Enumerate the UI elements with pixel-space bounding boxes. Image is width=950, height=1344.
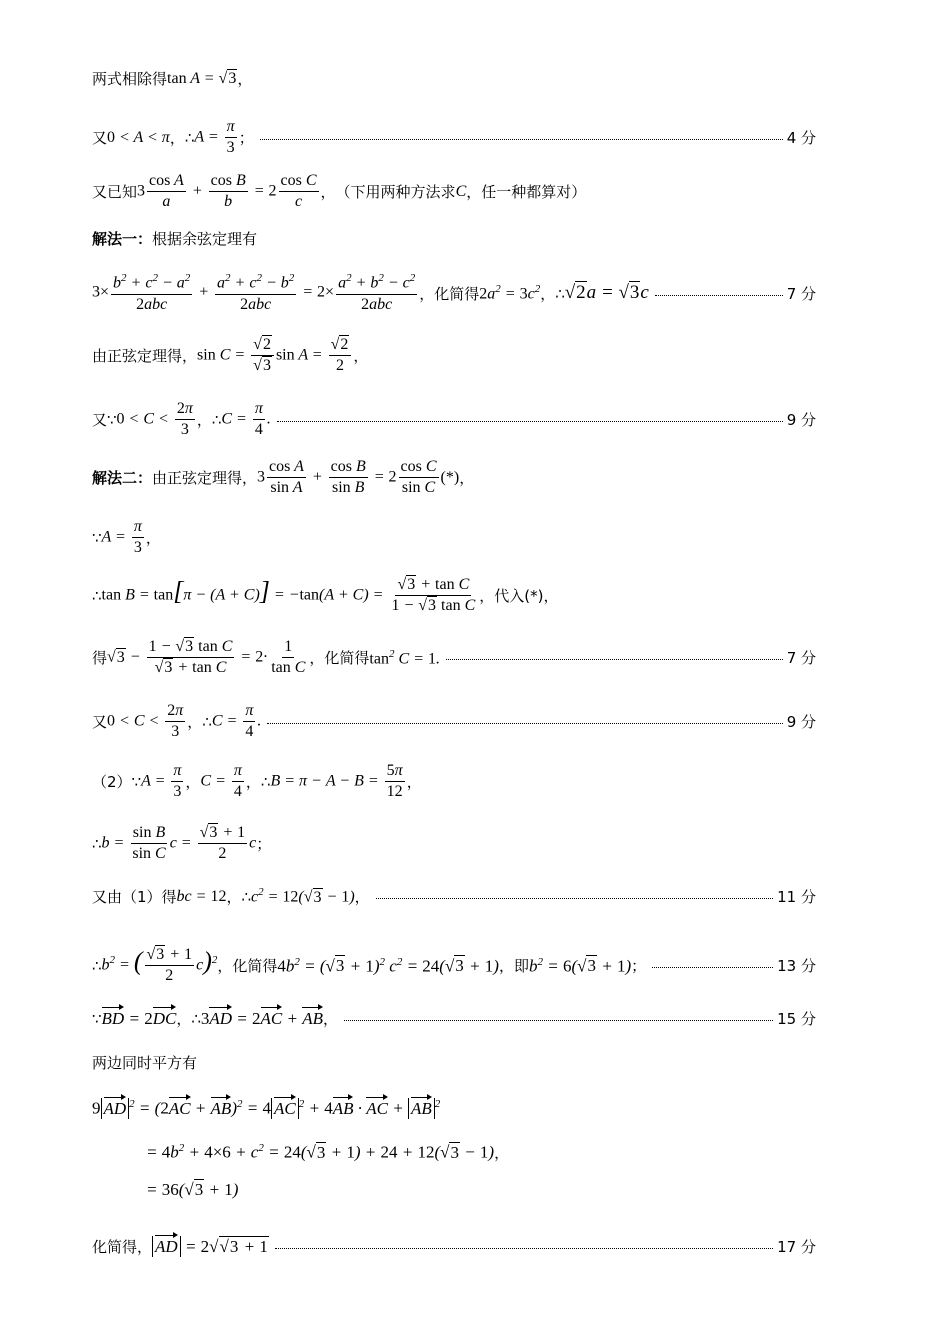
text: ∴	[92, 956, 102, 975]
text: ∴	[92, 834, 102, 853]
text: ，	[145, 529, 161, 548]
line-20	[146, 1142, 816, 1163]
text: ，化简得	[217, 957, 278, 976]
score-label: 9 分	[786, 713, 816, 732]
line-21	[146, 1180, 816, 1200]
text: ∴	[92, 586, 102, 605]
dot-leader	[275, 1248, 773, 1249]
score-label: 9 分	[786, 411, 816, 430]
formula: $b^2$ = ( $\frac{√3 + 1}{2}$ c)$^2$	[101, 946, 218, 985]
method-heading: 解法二：	[92, 469, 153, 488]
text: 得	[92, 649, 108, 668]
formula: C = $\frac{\pi}{4}$	[200, 762, 242, 801]
text: ∵	[92, 528, 102, 547]
text: （2）∵	[92, 773, 142, 792]
formula: bc = 12	[176, 887, 227, 905]
formula: B = π − A − B = $\frac{5\pi}{12}$	[270, 762, 403, 801]
text: ；	[256, 835, 272, 854]
text: ，	[459, 469, 475, 488]
text: ，∴	[187, 713, 212, 732]
line-17	[92, 1008, 816, 1029]
line-4	[92, 228, 816, 249]
formula: $c^2 = 12(√3 - 1)$	[251, 886, 355, 906]
formula: = 36(√3 + 1)	[146, 1180, 239, 1199]
formula: tan B = tan[π − (A + C)] = −tan(A + C) = $\frac{\text{√3 + tan C}}{\text{1 − √3 tan C}}$	[101, 576, 476, 615]
dot-leader	[260, 139, 783, 140]
text: ，∴	[540, 284, 565, 303]
text: ，	[406, 773, 422, 792]
text: ，	[320, 183, 336, 202]
line-19	[92, 1098, 816, 1119]
line-6	[92, 336, 816, 376]
line-18	[92, 1052, 816, 1073]
formula: 0 < C < $\frac{2\pi}{3}$	[107, 702, 184, 741]
text: ，∴	[226, 888, 251, 906]
text: 根据余弦定理有	[152, 230, 258, 248]
formula: C = $\frac{\pi}{4}$ .	[221, 400, 271, 439]
formula: 3AD = 2AC + AB	[200, 1008, 324, 1028]
score-label: 4 分	[786, 129, 816, 148]
score-label: 15 分	[777, 1010, 816, 1028]
formula: A = $\frac{\pi}{3}$	[194, 118, 235, 157]
formula: 0 < A < π	[107, 128, 170, 146]
text: ，化简得	[419, 284, 480, 303]
dot-leader	[376, 898, 773, 899]
equation-tag: (*)	[440, 468, 460, 486]
line-1	[92, 68, 816, 89]
text: 又	[92, 713, 108, 732]
text: ，	[185, 773, 201, 792]
formula: 3 $\frac{\text{cos A}}{\text{sin A}}$ + $\frac{\text{cos B}}{\text{sin B}}$ = 2 $\frac{\text{cos C}}{\text{sin C}}$	[257, 458, 437, 497]
text: ，代入(*)，	[479, 587, 559, 606]
text: 又已知	[92, 183, 138, 202]
text: 化简得，	[92, 1238, 153, 1256]
formula: C = $\frac{\pi}{4}$ .	[211, 702, 262, 741]
formula: 0 < C < $\frac{2\pi}{3}$	[116, 400, 193, 439]
text: 又	[92, 129, 108, 148]
line-14	[92, 824, 816, 864]
line-11	[92, 638, 816, 678]
text: 又∵	[92, 411, 117, 430]
dot-leader	[277, 421, 783, 422]
text: ，	[354, 888, 370, 906]
dot-leader	[652, 967, 773, 968]
line-10	[92, 576, 816, 616]
line-15	[92, 886, 816, 907]
text: 又由（1）得	[92, 888, 177, 906]
text: ，即	[498, 957, 529, 976]
formula: BD = 2DC	[101, 1008, 177, 1028]
line-2: 又 0 < A < π ， ∴ A = $\frac{\pi}{3}$ ； 4 分	[92, 118, 816, 157]
dot-leader	[446, 659, 783, 660]
text: ，∴	[245, 773, 271, 792]
line-8	[92, 458, 816, 498]
formula: √3 − $\frac{\text{1 − √3 tan C}}{\text{√3 + tan C}}$ = 2· $\frac{1}{\text{tan C}}$	[107, 638, 306, 677]
formula: $\tan^2 C = 1$.	[369, 647, 440, 668]
line-3: 又已知 3 $\frac{\text{cos A}}{a}$ + $\frac{\text{cos B}}{b}$ = 2 $\frac{\text{cos C}}{c}$ ， （下用两种方法求 C ，任一种都算对）	[92, 172, 587, 211]
dot-leader	[267, 723, 782, 724]
formula: √2a = √3c	[564, 282, 649, 304]
line-16	[92, 946, 816, 986]
formula: 3 $\frac{\text{cos A}}{a}$ + $\frac{\text{cos B}}{b}$ = 2 $\frac{\text{cos C}}{c}$	[137, 172, 317, 211]
text: 由正弦定理得，	[152, 469, 258, 488]
text: ∵	[92, 1009, 102, 1028]
formula: 9 AD $^2$ = (2AC + AB)$^2$ = 4 AC $^2$ + 4AB · AC + AB $^2$	[92, 1098, 441, 1118]
line-5	[92, 272, 816, 314]
line-12	[92, 702, 816, 742]
text: ，∴	[196, 411, 222, 430]
line-13	[92, 762, 816, 802]
line-7	[92, 400, 816, 440]
formula: $4b^2 = (√3 + 1)^2$ $c^2 = 24(√3 + 1)$	[277, 955, 499, 976]
formula: sin C = $\frac{√2}{√3}$ sin A = $\frac{√2}{2}$	[197, 336, 353, 376]
score-label: 7 分	[786, 649, 816, 668]
line-9	[92, 518, 816, 558]
text: ，	[169, 129, 185, 148]
formula: A = $\frac{\pi}{3}$	[101, 518, 142, 557]
dot-leader	[655, 295, 783, 296]
formula: = $4b^2 + 4\times 6 + c^2 = 24(√3 + 1) + 24 + 12(√3 - 1)$	[146, 1142, 495, 1162]
score-label: 13 分	[777, 957, 816, 976]
formula: b = $\frac{\text{sin B}}{\text{sin C}}$ c = $\frac{√3 + 1}{2}$ c	[101, 824, 257, 863]
text: ，	[323, 1010, 339, 1028]
text: ，	[353, 347, 369, 366]
text: ，	[494, 1144, 510, 1162]
score-label: 17 分	[777, 1238, 816, 1256]
text: ，任一种都算对）	[466, 183, 587, 202]
line-22	[92, 1236, 816, 1257]
text: ，化简得	[309, 649, 370, 668]
formula: 3× $\frac{b^2 + c^2 - a^2}{\text{2abc}}$ + $\frac{a^2 + c^2 - b^2}{\text{2abc}}$ = 2× $\frac{a^2 + b^2 - c^2}{\text{2abc}}$	[92, 272, 416, 313]
text: ；	[631, 957, 647, 976]
score-label: 11 分	[777, 888, 816, 906]
text: ∴	[184, 128, 195, 147]
text: 由正弦定理得，	[92, 347, 198, 366]
dot-leader	[344, 1020, 773, 1021]
text: 两式相除得	[92, 70, 168, 88]
score-label: 7 分	[786, 284, 816, 303]
formula: $b^2 = 6(√3 + 1)$	[528, 955, 632, 976]
text: （下用两种方法求	[335, 183, 456, 202]
formula: tan A = √3	[167, 69, 237, 87]
method-heading: 解法一：	[92, 230, 153, 248]
text: ，∴	[176, 1010, 201, 1028]
formula: A = $\frac{\pi}{3}$	[141, 762, 182, 801]
formula: $2a^2 = 3c^2$	[479, 282, 541, 303]
formula: AD = 2√√3 + 1	[152, 1237, 269, 1257]
text: 两边同时平方有	[92, 1054, 198, 1072]
text: ，	[237, 70, 253, 88]
